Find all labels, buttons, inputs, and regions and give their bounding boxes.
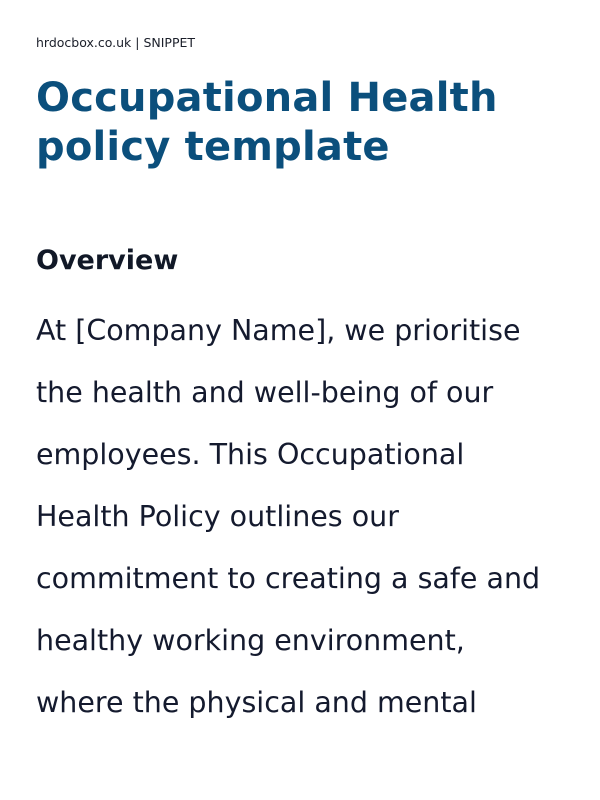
paragraph-line: Health Policy outlines our <box>36 500 399 533</box>
paragraph-line: commitment to creating a safe and <box>36 562 541 595</box>
paragraph-line: where the physical and mental <box>36 686 477 719</box>
source-label: hrdocbox.co.uk | SNIPPET <box>36 35 196 50</box>
section-heading: Overview <box>36 245 179 276</box>
paragraph-line: employees. This Occupational <box>36 438 465 471</box>
title-line: policy template <box>36 124 390 170</box>
overview-paragraph <box>36 300 540 734</box>
page-title <box>36 74 498 172</box>
title-line: Occupational Health <box>36 75 498 121</box>
paragraph-line: healthy working environment, <box>36 624 465 657</box>
paragraph-line: the health and well-being of our <box>36 376 494 409</box>
paragraph-line: At [Company Name], we prioritise <box>36 314 521 347</box>
